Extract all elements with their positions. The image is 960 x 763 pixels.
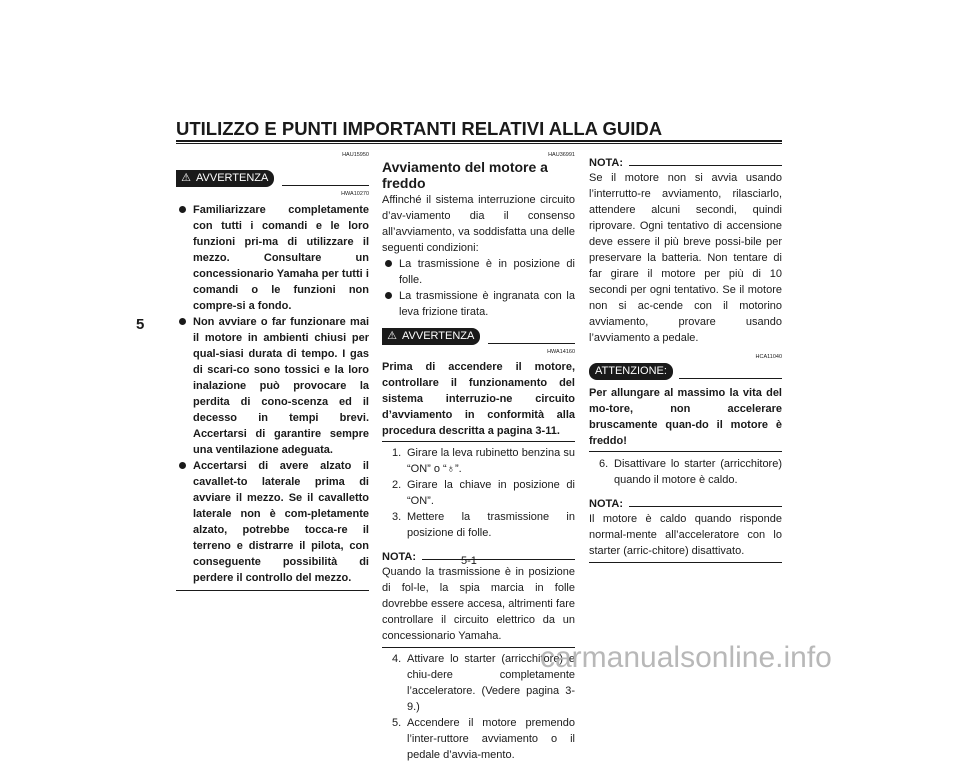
section-heading: Avviamento del motore a freddo [382, 159, 548, 191]
nota-label: NOTA: [382, 551, 417, 563]
bullet-icon [179, 462, 186, 469]
section-rule [589, 451, 782, 452]
warning-label: AVVERTENZA [402, 330, 475, 342]
warning-list [176, 202, 369, 586]
chapter-tab: 5 [136, 316, 145, 333]
list-item: Non avviare o far funzionare mai il motore in ambienti chiusi per qual-siasi durata di tempo. I gas di scari-co sono tossici e la loro inalazione può provocare la perdita di cono-scenza ed il decesso in tempi brevi. Accertarsi di garantire sempre una ventilazione adeguata. [176, 314, 369, 458]
caution-text: Per allungare al massimo la vita del mo-tore, non accelerare bruscamente quan-do il motore è freddo! [589, 387, 782, 447]
reference-code: HCA11040 [755, 354, 782, 360]
bullet-icon [179, 318, 186, 325]
list-item: La trasmissione è in posizione di folle. [382, 256, 575, 288]
list-item: 5. Accendere il motore premendo l’inter-ruttore avviamento o il pedale d’avvia-mento. [392, 717, 575, 761]
list-item: La trasmissione è ingranata con la leva frizione tirata. [382, 288, 575, 320]
column-3 [589, 157, 782, 563]
list-item: 4. Attivare lo starter (arricchitore) e chiu-dere completamente l’acceleratore. (Vedere pagina 3-9.) [392, 653, 575, 713]
caution-label: ATTENZIONE: [589, 363, 673, 380]
reference-code: HWA10270 [341, 191, 369, 197]
steps-list [382, 445, 575, 541]
list-item: 3. Mettere la trasmissione in posizione di folle. [392, 511, 575, 539]
reference-code: HAU15950 [342, 152, 369, 158]
nota-label: NOTA: [589, 157, 624, 169]
bullet-icon [179, 206, 186, 213]
nota-label: NOTA: [589, 498, 624, 510]
bullet-icon [385, 292, 392, 299]
warning-banner [176, 170, 369, 187]
nota-header [589, 498, 782, 510]
watermark: carmanualsonline.info [540, 641, 832, 674]
conditions-list [382, 256, 575, 320]
bullet-icon [385, 260, 392, 267]
list-item: 1. Girare la leva rubinetto benzina su “ON” o “♁”. [392, 447, 575, 475]
list-item: Familiarizzare completamente con tutti i comandi e le loro funzioni pri-ma di utilizzare il mezzo. Consultare un concessionario Yamaha per tutti i comandi o le funzioni non compre-si a fondo. [176, 202, 369, 314]
reference-code: HWA14160 [547, 349, 575, 355]
list-item: Accertarsi di avere alzato il cavallet-to laterale prima di avviare il mezzo. Se il cavalletto laterale non è com-pletamente alzato, potrebbe tocca-re il terreno e distrarre il pilota, con conseguente possibilità di perdere il controllo del mezzo. [176, 458, 369, 586]
page-number: 5-1 [461, 555, 477, 567]
warning-banner [382, 328, 575, 345]
warning-label: AVVERTENZA [196, 172, 269, 184]
nota-text: Se il motore non si avvia usando l’interrutto-re avviamento, rilasciarlo, attendere alcuni secondi, quindi riprovare. Ogni tentativo di accensione deve essere il più breve possi-bile per preservare la batteria. Non tentare di far girare il motore per più di 10 secondi per ogni tentativo. Se il motore non si ac-cende con il motorino avviamento, provare usando l’avviamento a pedale. [589, 172, 782, 344]
nota-header [382, 551, 575, 563]
warning-triangle-icon: ⚠ [387, 330, 397, 342]
nota-text: Quando la trasmissione è in posizione di fol-le, la spia marcia in folle dovrebbe essere accesa, altrimenti fare controllare il circuito elettrico da un concessionario Yamaha. [382, 566, 575, 642]
section-rule [382, 441, 575, 442]
section-rule [589, 562, 782, 563]
nota-text: Il motore è caldo quando risponde normal-mente all’acceleratore con lo starter (arric-chitore) disattivato. [589, 513, 782, 557]
warning-text: Prima di accendere il motore, controllare il funzionamento del sistema interruzio-ne circuito d’avviamento in conformità alla procedura descritta a pagina 3-11. [382, 361, 575, 437]
steps-list [589, 456, 782, 488]
list-item: 2. Girare la chiave in posizione di “ON”. [392, 479, 575, 507]
warning-triangle-icon: ⚠ [181, 172, 191, 184]
nota-header [589, 157, 782, 169]
reference-code: HAU36991 [548, 152, 575, 158]
page-title: UTILIZZO E PUNTI IMPORTANTI RELATIVI ALLA GUIDA [176, 118, 663, 139]
title-rule [176, 140, 782, 142]
column-1 [176, 152, 369, 591]
intro-text: Affinché il sistema interruzione circuito d’av-viamento dia il consenso all’avviamento, va soddisfatta una delle seguenti condizioni: [382, 194, 575, 254]
section-rule [176, 590, 369, 591]
caution-banner [589, 363, 782, 380]
list-item: 6. Disattivare lo starter (arricchitore) quando il motore è caldo. [599, 458, 782, 486]
title-rule-thin [176, 143, 782, 144]
